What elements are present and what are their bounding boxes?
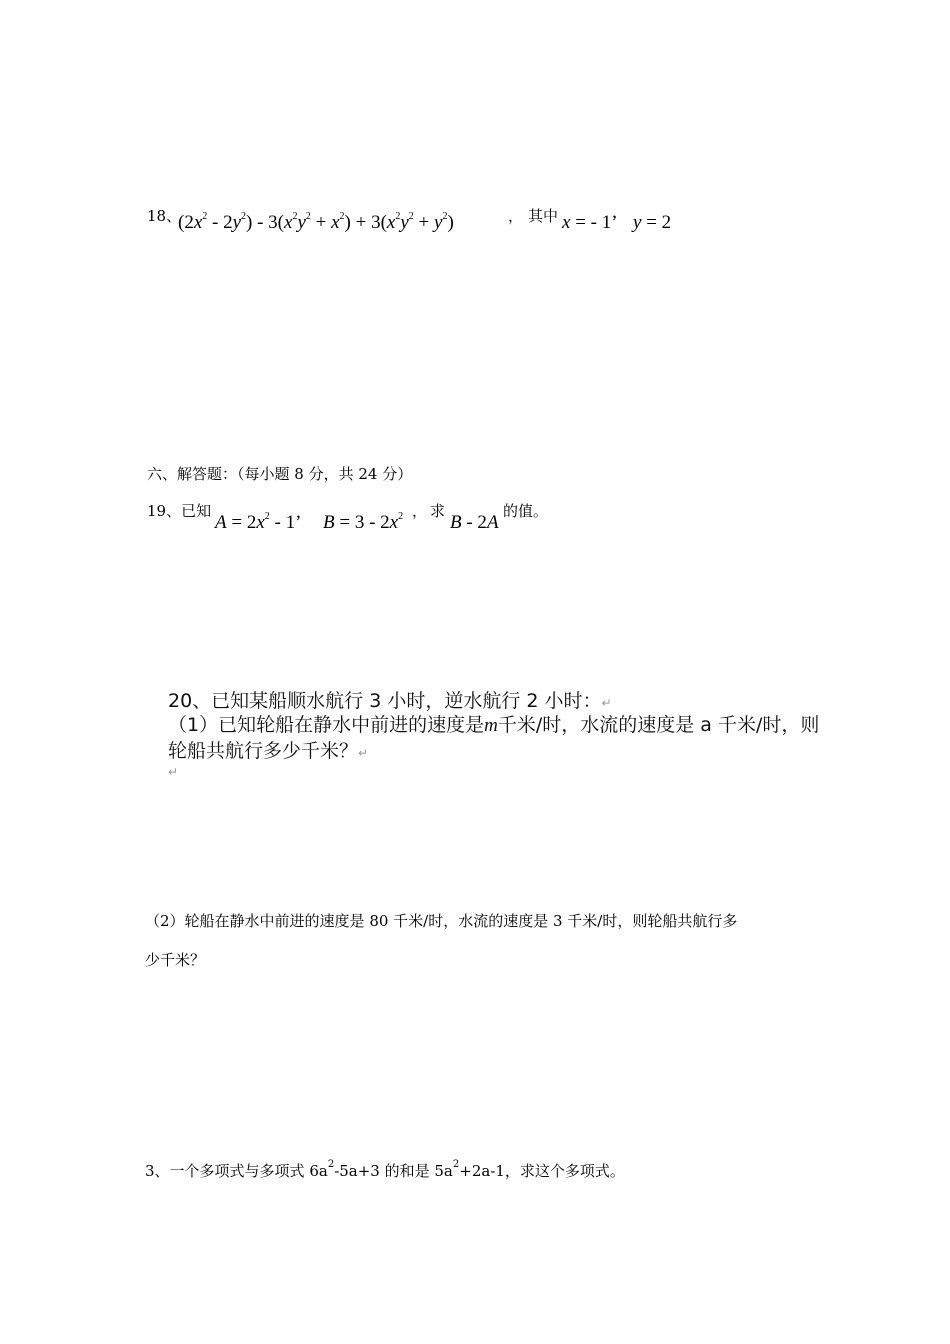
question-20-part-2-line-1: （2）轮船在静水中前进的速度是 80 千米/时，水流的速度是 3 千米/时，则轮船共航行多 (145, 912, 738, 930)
question-20-line-1: 20、已知某船顺水航行 3 小时，逆水航行 2 小时：↵ (168, 690, 612, 712)
question-19-tail: 的值。 (503, 502, 549, 520)
paragraph-mark-icon: ↵ (358, 746, 369, 760)
paragraph-mark-icon: ↵ (168, 765, 179, 779)
question-19-target: B - 2A (450, 512, 499, 533)
question-19-comma: ， (412, 502, 428, 520)
question-18-expression: $(2x^2 - 2y^2) - 3(x^2y^2 + x^2) + 3(x^2y^2 + y^2)$ (178, 211, 454, 233)
question-20-empty-line (168, 759, 178, 781)
question-18-comma: ， (508, 207, 524, 225)
paragraph-mark-icon: ↵ (601, 696, 612, 710)
question-19-number: 19、已知 (147, 502, 212, 520)
question-18-condition-y: y = 2 (633, 212, 672, 233)
section-6-heading: 六、解答题：（每小题 8 分，共 24 分） (147, 465, 413, 483)
question-19-definition-a: $A = 2x^2 - 1$’ (215, 511, 302, 533)
question-20-line-2: （1）已知轮船在静水中前进的速度是m千米/时，水流的速度是 a 千米/时，则 (168, 714, 820, 736)
question-3: 3、一个多项式与多项式 $6a^2-5a+3$ 的和是 $5a^2+2a-1$，求这个多项式。 (145, 1159, 625, 1180)
question-18-number: 18、 (147, 207, 182, 225)
question-19-ask: 求 (430, 502, 446, 520)
question-18-condition-x: x = - 1’ (562, 212, 618, 233)
question-20-line-3: 轮船共航行多少千米？↵ (168, 740, 369, 762)
question-20-part-2-line-2: 少千米？ (145, 951, 206, 969)
question-18-where: 其中 (528, 207, 559, 225)
question-19-definition-b: $B = 3 - 2x^2$ (323, 511, 404, 533)
